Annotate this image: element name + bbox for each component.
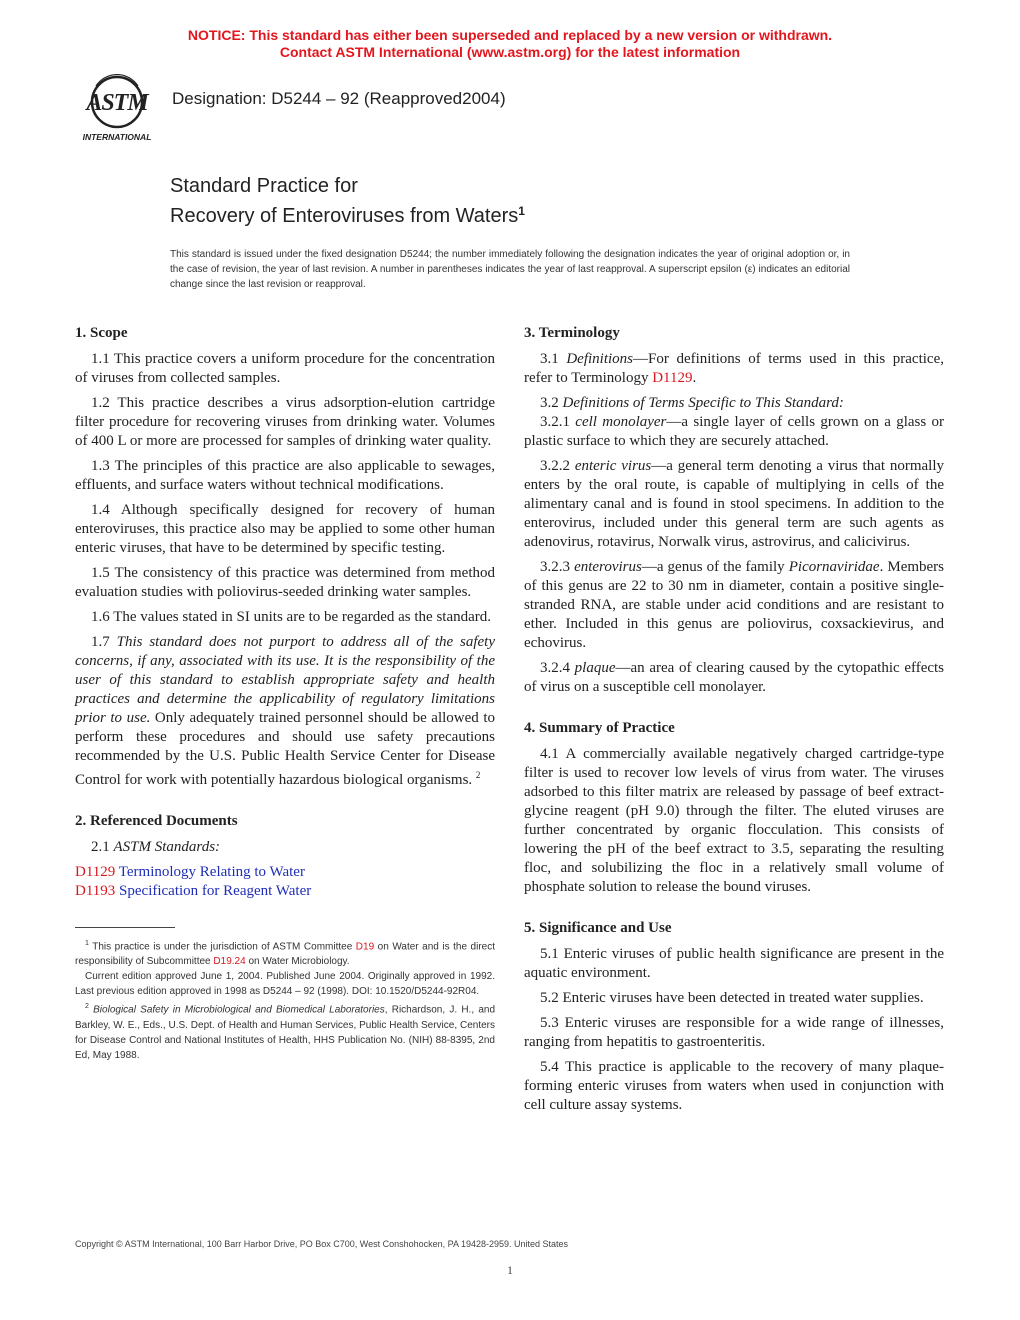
para-3-2-4: 3.2.4 plaque—an area of clearing caused by the cytopathic effects of virus on a susceptible cell monolayer. (524, 660, 945, 695)
para-1-4: 1.4 Although specifically designed for recovery of human enteroviruses, this practice also may be applied to some other human enteric viruses, that have to be determined by specific testing. (75, 502, 495, 556)
astm-logo-icon (74, 72, 160, 144)
document-title (170, 174, 525, 229)
footnote-ref-2[interactable]: 2 (475, 770, 481, 780)
para-1-7: 1.7 This standard does not purport to address all of the safety concerns, if any, associated with its use. It is the responsibility of the user of this standard to establish appropriate safety and health practices and determine the applicability of regulatory limitations prior to use. Only adequately trained personnel should be allowed to perform these procedures and should use safety precautions recommended by the U.S. Public Health Service Center for Disease Control for work with potentially hazardous biological organisms. $^2$ (75, 634, 496, 788)
para-2-1: 2.1 ASTM Standards: (91, 839, 221, 855)
logo-subtext: INTERNATIONAL (82, 132, 152, 142)
footnote-2: $^2$ Biological Safety in Microbiological and Biomedical Laboratories, Richardson, J. H., and Barkley, W. E., Eds., U.S. Dept. of Health and Human Services, Public Health Service, Centers for Disease Control and National Institutes of Health, HHS Publication No. (NIH) 88-8395, 2nd Ed, May 1988. (75, 1003, 495, 1061)
designation: Designation: D5244 – 92 (Reapproved2004) (172, 89, 506, 108)
reference-d1129[interactable] (75, 863, 495, 882)
section-summary-heading: 4. Summary of Practice (524, 720, 675, 736)
ref-title-d1129[interactable]: Terminology Relating to Water (118, 864, 305, 880)
copyright-line: Copyright © ASTM International, 100 Barr Harbor Drive, PO Box C700, West Conshohocken, PA 19428-2959. United States (75, 1239, 569, 1249)
section-scope-heading: 1. Scope (75, 325, 128, 341)
title-footnote-mark: 1 (518, 204, 525, 218)
section-referenced-heading: 2. Referenced Documents (75, 813, 238, 829)
footnote-1: $^1$ This practice is under the jurisdiction of ASTM Committee D19 on Water and is the direct responsibility of Subcommittee D19.24 on Water Microbiology. (75, 940, 495, 968)
footnote-divider (75, 927, 175, 928)
astm-logo (74, 72, 160, 144)
issuance-note: This standard is issued under the fixed designation D5244; the number immediately following the designation indicates the year of original adoption or, in the case of revision, the year of last revision. A number in parentheses indicates the year of last reapproval. A superscript epsilon (ε) indicates an editorial change since the last revision or reapproval. (170, 249, 850, 290)
section-significance-heading: 5. Significance and Use (524, 920, 672, 936)
ref-code-d1129[interactable]: D1129 (75, 864, 116, 880)
para-5-2: 5.2 Enteric viruses have been detected in treated water supplies. (540, 990, 924, 1006)
para-1-5: 1.5 The consistency of this practice was determined from method evaluation studies with poliovirus-seeded drinking water samples. (75, 565, 495, 600)
page-number: 1 (507, 1263, 513, 1277)
para-4-1: 4.1 A commercially available negatively charged cartridge-type filter is used to recover low levels of virus from water. The viruses adsorbed to this filter matrix are released by passage of beef extract-glycine reagent (pH 9.0) through the filter. The eluted viruses are further concentrated by organic flocculation. This consists of lowering the pH of the beef extract to 3.5, separating the resulting floc, and solubilizing the floc in a relatively small volume of phosphate solution to release the bound viruses. (524, 746, 944, 895)
para-5-1: 5.1 Enteric viruses of public health significance are present in the aquatic environment. (524, 946, 944, 981)
footnote-1-edition: Current edition approved June 1, 2004. Published June 2004. Originally approved in 1992. Last previous edition approved in 1998 as D5244 – 92 (1998). DOI: 10.1520/D5244-92R04. (75, 971, 495, 998)
right-column (524, 322, 944, 1121)
para-5-4: 5.4 This practice is applicable to the recovery of many plaque-forming enteric viruses from waters when used in conjunction with cell culture assay systems. (524, 1059, 944, 1113)
title-line-1: Standard Practice for (170, 175, 358, 197)
ref-title-d1193[interactable]: Specification for Reagent Water (119, 883, 312, 899)
para-3-2-3: 3.2.3 enterovirus—a genus of the family Picornaviridae. Members of this genus are 22 to 30 nm in diameter, contain a positive single-stranded RNA, are stable under acid conditions and are resistant to ether. Included in this genus are poliovirus, coxsackievirus, and echovirus. (524, 559, 945, 651)
title-main: Recovery of Enteroviruses from Waters (170, 205, 519, 227)
terminology-d1129-link[interactable]: D1129 (652, 370, 693, 386)
notice-line-2: Contact ASTM International (www.astm.org) for the latest information (279, 44, 741, 60)
para-1-6: 1.6 The values stated in SI units are to be regarded as the standard. (91, 609, 492, 625)
para-5-3: 5.3 Enteric viruses are responsible for a wide range of illnesses, ranging from hepatitis to gastroenteritis. (524, 1015, 944, 1050)
notice-banner (0, 27, 1020, 61)
para-1-1: 1.1 This practice covers a uniform procedure for the concentration of viruses from collected samples. (75, 351, 495, 386)
notice-line-1: NOTICE: This standard has either been superseded and replaced by a new version or withdrawn. (187, 27, 833, 43)
para-3-2-1: 3.2.1 cell monolayer—a single layer of cells grown on a glass or plastic surface to which they are securely attached. (524, 414, 944, 449)
reference-d1193[interactable] (75, 882, 495, 901)
para-3-2-2: 3.2.2 enteric virus—a general term denoting a virus that normally enters by the oral route, is capable of multiplying in cells of the alimentary canal and is found in stool specimens. In addition to the enterovirus, included under this general term are such agents as adenovirus, rotavirus, Norwalk virus, astrovirus, and calicivirus. (524, 458, 944, 550)
para-1-2: 1.2 This practice describes a virus adsorption-elution cartridge filter procedure for recovering viruses from drinking water. Volumes of 400 L or more are processed for samples of drinking water quality. (75, 395, 495, 449)
para-3-1: 3.1 Definitions—For definitions of terms used in this practice, refer to Terminology D1129. (524, 351, 944, 386)
committee-d19-link[interactable]: D19 (355, 941, 375, 953)
para-1-3: 1.3 The principles of this practice are also applicable to sewages, effluents, and surface waters without technical modifications. (75, 458, 495, 493)
para-3-2: 3.2 Definitions of Terms Specific to This Standard: (540, 395, 844, 411)
logo-text: ASTM (86, 90, 148, 116)
subcommittee-d19-24-link[interactable]: D19.24 (213, 956, 246, 968)
title-line-2 (170, 199, 525, 229)
left-column (75, 322, 495, 1063)
section-terminology-heading: 3. Terminology (524, 325, 620, 341)
ref-code-d1193[interactable]: D1193 (75, 883, 116, 899)
